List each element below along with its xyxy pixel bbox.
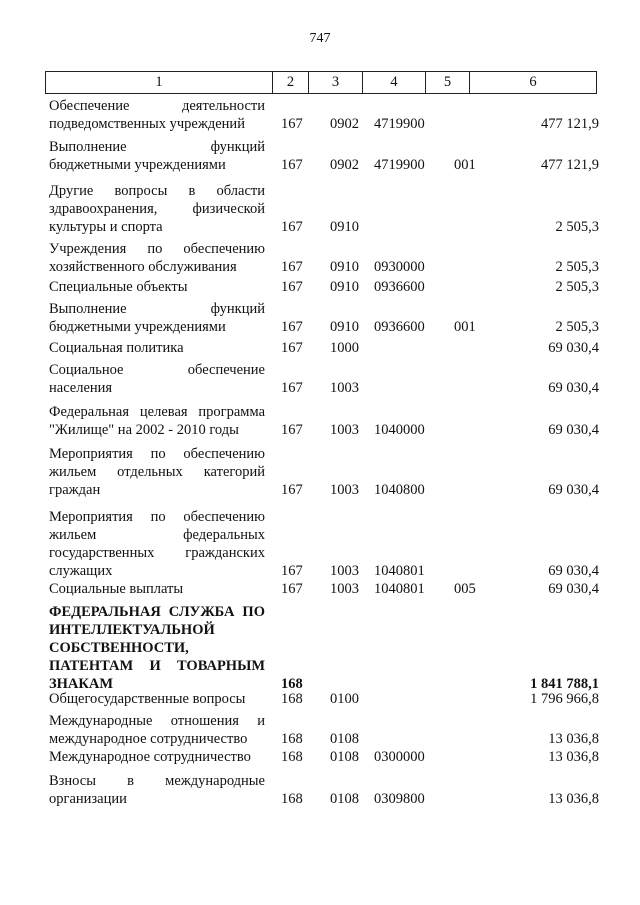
row-col-3: 0910 xyxy=(330,259,359,275)
row-col-6: 69 030,4 xyxy=(548,340,599,356)
row-col-2: 167 xyxy=(281,116,303,132)
row-description: Мероприятия по обеспечению жильем федеральных государственных гражданских служащих xyxy=(49,509,265,579)
header-col-4: 4 xyxy=(363,72,426,93)
table-header xyxy=(45,71,597,94)
table-row xyxy=(49,339,599,357)
header-col-3: 3 xyxy=(309,72,363,93)
row-col-6: 69 030,4 xyxy=(548,422,599,438)
header-col-5: 5 xyxy=(426,72,470,93)
row-description: Выполнение функций бюджетными учреждениями xyxy=(49,139,265,173)
table-row xyxy=(49,748,599,766)
row-col-2: 168 xyxy=(281,676,303,692)
table-row xyxy=(49,580,599,598)
table-row xyxy=(49,182,599,236)
row-col-6: 2 505,3 xyxy=(555,319,599,335)
row-col-2: 167 xyxy=(281,259,303,275)
row-col-4: 1040801 xyxy=(374,563,425,579)
row-col-6: 477 121,9 xyxy=(541,116,599,132)
row-col-4: 1040800 xyxy=(374,482,425,498)
row-description: Учреждения по обеспечению хозяйственного обслуживания xyxy=(49,241,265,275)
row-col-2: 167 xyxy=(281,380,303,396)
row-col-4: 0936600 xyxy=(374,319,425,335)
header-col-2: 2 xyxy=(273,72,309,93)
row-col-2: 167 xyxy=(281,279,303,295)
table-row xyxy=(49,712,599,748)
row-col-3: 0108 xyxy=(330,749,359,765)
row-description: Социальное обеспечение населения xyxy=(49,362,265,396)
row-description: Международное сотрудничество xyxy=(49,749,251,765)
row-col-6: 69 030,4 xyxy=(548,380,599,396)
table-row xyxy=(49,361,599,397)
table-row xyxy=(49,508,599,580)
row-description: Другие вопросы в области здравоохранения, физической культуры и спорта xyxy=(49,183,265,235)
row-col-3: 1003 xyxy=(330,563,359,579)
row-col-6: 1 841 788,1 xyxy=(530,676,599,692)
row-col-3: 0100 xyxy=(330,691,359,707)
row-col-2: 167 xyxy=(281,563,303,579)
row-description: ФЕДЕРАЛЬНАЯ СЛУЖБА ПО ИНТЕЛЛЕКТУАЛЬНОЙ СОБСТВЕННОСТИ, ПАТЕНТАМ И ТОВАРНЫМ ЗНАКАМ xyxy=(49,604,265,692)
row-col-3: 1003 xyxy=(330,380,359,396)
row-description: Обеспечение деятельности подведомственных учреждений xyxy=(49,98,265,132)
row-col-6: 2 505,3 xyxy=(555,219,599,235)
table-row xyxy=(49,97,599,133)
row-col-2: 167 xyxy=(281,482,303,498)
row-col-2: 167 xyxy=(281,157,303,173)
row-col-3: 0902 xyxy=(330,157,359,173)
row-col-6: 1 796 966,8 xyxy=(530,691,599,707)
row-col-2: 167 xyxy=(281,219,303,235)
row-description: Международные отношения и международное сотрудничество xyxy=(49,713,265,747)
row-col-4: 4719900 xyxy=(374,157,425,173)
row-col-2: 167 xyxy=(281,422,303,438)
header-col-1: 1 xyxy=(46,72,273,93)
row-col-6: 13 036,8 xyxy=(548,731,599,747)
row-col-6: 477 121,9 xyxy=(541,157,599,173)
row-col-4: 0300000 xyxy=(374,749,425,765)
row-description: Взносы в международные организации xyxy=(49,773,265,807)
row-description: Выполнение функций бюджетными учреждениями xyxy=(49,301,265,335)
row-description: Социальные выплаты xyxy=(49,581,184,597)
row-col-4: 0936600 xyxy=(374,279,425,295)
row-col-5: 001 xyxy=(454,157,476,173)
table-row xyxy=(49,240,599,276)
row-col-2: 168 xyxy=(281,731,303,747)
table-row xyxy=(49,403,599,439)
row-col-3: 0902 xyxy=(330,116,359,132)
row-col-2: 167 xyxy=(281,340,303,356)
row-description: Специальные объекты xyxy=(49,279,188,295)
row-col-5: 001 xyxy=(454,319,476,335)
row-col-6: 2 505,3 xyxy=(555,259,599,275)
row-col-6: 13 036,8 xyxy=(548,749,599,765)
row-col-4: 1040000 xyxy=(374,422,425,438)
row-col-3: 1000 xyxy=(330,340,359,356)
row-col-4: 1040801 xyxy=(374,581,425,597)
row-col-2: 168 xyxy=(281,749,303,765)
row-col-5: 005 xyxy=(454,581,476,597)
table-row xyxy=(49,445,599,499)
row-col-3: 0910 xyxy=(330,279,359,295)
table-row xyxy=(49,138,599,174)
row-col-3: 0910 xyxy=(330,319,359,335)
table-row xyxy=(49,690,599,708)
row-description: Федеральная целевая программа "Жилище" на 2002 - 2010 годы xyxy=(49,404,265,438)
table-row xyxy=(49,278,599,296)
row-col-2: 167 xyxy=(281,581,303,597)
row-col-6: 13 036,8 xyxy=(548,791,599,807)
row-col-3: 1003 xyxy=(330,581,359,597)
table-row xyxy=(49,603,599,693)
header-col-6: 6 xyxy=(529,74,537,90)
row-description: Общегосударственные вопросы xyxy=(49,691,246,707)
row-col-4: 0309800 xyxy=(374,791,425,807)
row-col-6: 69 030,4 xyxy=(548,581,599,597)
row-col-2: 168 xyxy=(281,791,303,807)
row-description: Социальная политика xyxy=(49,340,184,356)
row-col-6: 2 505,3 xyxy=(555,279,599,295)
row-col-3: 0108 xyxy=(330,791,359,807)
row-col-3: 1003 xyxy=(330,422,359,438)
page-number: 747 xyxy=(309,31,331,46)
row-col-4: 4719900 xyxy=(374,116,425,132)
row-col-3: 1003 xyxy=(330,482,359,498)
row-col-4: 0930000 xyxy=(374,259,425,275)
row-col-6: 69 030,4 xyxy=(548,563,599,579)
row-col-2: 167 xyxy=(281,319,303,335)
row-col-3: 0910 xyxy=(330,219,359,235)
row-col-2: 168 xyxy=(281,691,303,707)
table-row xyxy=(49,300,599,336)
table-row xyxy=(49,772,599,808)
row-description: Мероприятия по обеспечению жильем отдельных категорий граждан xyxy=(49,446,265,498)
row-col-3: 0108 xyxy=(330,731,359,747)
row-col-6: 69 030,4 xyxy=(548,482,599,498)
